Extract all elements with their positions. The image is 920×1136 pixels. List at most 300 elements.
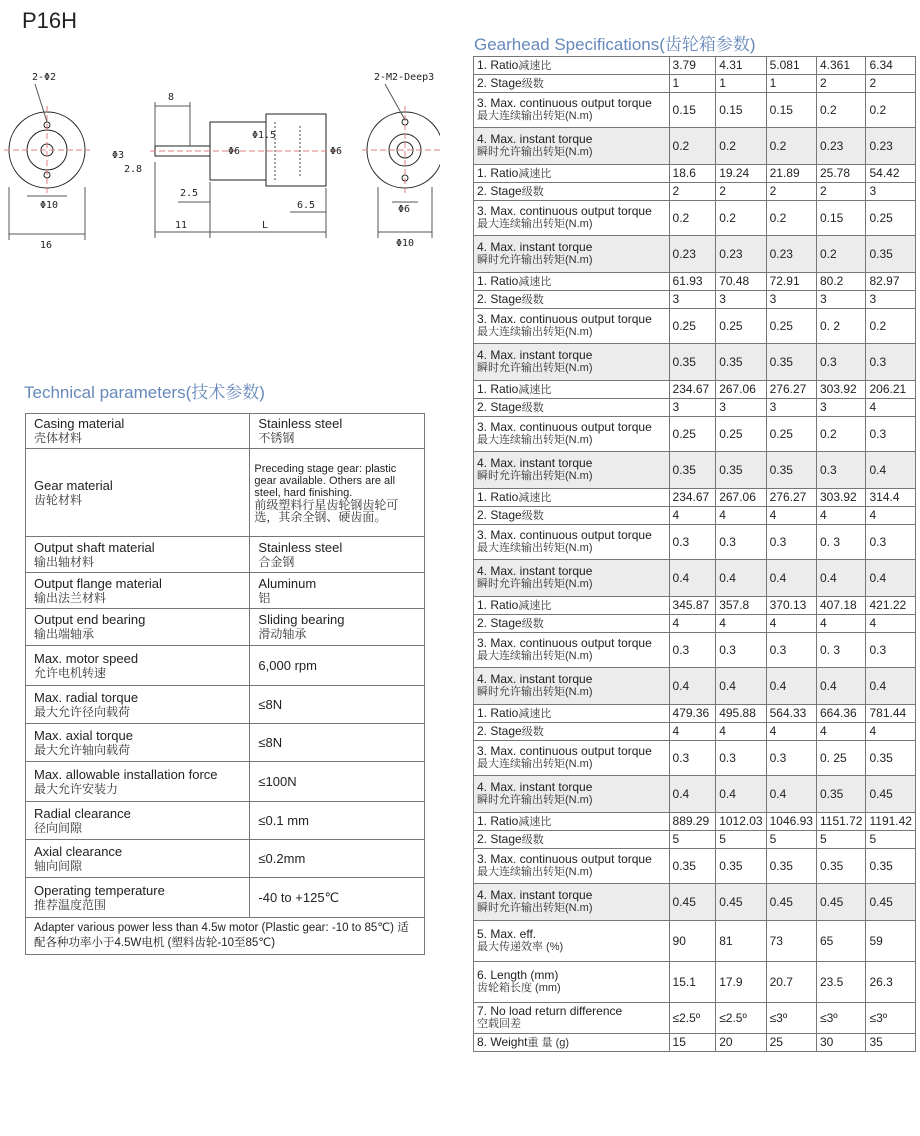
spec-label-en: 1. Ratio <box>477 597 519 612</box>
spec-label-en: 4. Max. instant torque <box>477 132 593 146</box>
spec-value: 1 <box>669 75 716 93</box>
spec-value: 0.3 <box>716 633 766 668</box>
tech-row <box>26 449 425 537</box>
spec-label <box>474 813 670 831</box>
spec-value: 4 <box>766 723 816 741</box>
spec-label-en: 2. Stage <box>477 399 522 414</box>
param-value-en: Stainless steel <box>258 416 343 431</box>
spec-value: 0.2 <box>866 93 916 128</box>
spec-label-cn: 级数 <box>521 77 544 90</box>
dim-label: Φ10 <box>40 200 59 211</box>
spec-label-en: 2. Stage <box>477 183 522 198</box>
spec-label <box>474 741 670 776</box>
param-name-cn: 输出端轴承 <box>34 627 95 641</box>
param-name-cn: 推荐温度范围 <box>34 897 107 912</box>
spec-value: 4 <box>669 507 716 525</box>
spec-value: 1046.93 <box>766 813 816 831</box>
spec-label-en: 3. Max. continuous output torque <box>477 204 652 218</box>
spec-label-cn: 级数 <box>521 725 544 738</box>
dim-label: 2.5 <box>180 188 199 199</box>
param-name-cn: 轴向间隙 <box>34 858 83 873</box>
spec-value: 3 <box>766 399 816 417</box>
spec-value: 81 <box>716 921 766 962</box>
spec-value: 3 <box>766 291 816 309</box>
spec-value: 0.25 <box>669 309 716 344</box>
spec-value: 4 <box>766 615 816 633</box>
spec-row <box>474 309 916 344</box>
tech-row <box>26 646 425 686</box>
spec-value: 3 <box>866 183 916 201</box>
spec-label-en: 2. Stage <box>477 75 522 90</box>
spec-label <box>474 183 670 201</box>
spec-value: 267.06 <box>716 381 766 399</box>
param-name-en: Output shaft material <box>34 539 155 555</box>
spec-value: 276.27 <box>766 489 816 507</box>
spec-value: 889.29 <box>669 813 716 831</box>
spec-value: 0.45 <box>866 884 916 921</box>
spec-value: 2 <box>766 183 816 201</box>
spec-value: 73 <box>766 921 816 962</box>
spec-value: 5 <box>669 831 716 849</box>
spec-value: 0.25 <box>669 417 716 452</box>
spec-value: ≤3º <box>866 1003 916 1034</box>
tech-param-name <box>26 878 250 918</box>
spec-row <box>474 615 916 633</box>
spec-value: 5 <box>816 831 866 849</box>
spec-label-cn: 级数 <box>521 401 544 414</box>
spec-value: 0.25 <box>866 201 916 236</box>
spec-value: 17.9 <box>716 962 766 1003</box>
spec-value: 0.3 <box>816 344 866 381</box>
spec-value: 5 <box>766 831 816 849</box>
spec-value: 0.35 <box>716 344 766 381</box>
tech-row <box>26 802 425 840</box>
spec-value: 564.33 <box>766 705 816 723</box>
dim-label: Φ6 <box>330 146 343 157</box>
spec-value: 0.15 <box>669 93 716 128</box>
spec-row <box>474 93 916 128</box>
param-value-en: ≤0.1 mm <box>258 813 309 828</box>
dim-label: L <box>262 220 269 231</box>
param-name-cn: 输出轴材料 <box>34 554 95 569</box>
spec-row <box>474 75 916 93</box>
spec-value: 25.78 <box>816 165 866 183</box>
spec-row <box>474 776 916 813</box>
spec-label-cn: 最大连续输出转矩(N.m) <box>477 542 593 554</box>
spec-label-cn: 瞬时允许输出转矩(N.m) <box>477 362 593 374</box>
spec-value: 664.36 <box>816 705 866 723</box>
spec-label <box>474 381 670 399</box>
param-value-en: -40 to +125℃ <box>258 890 340 905</box>
spec-value: 0.3 <box>669 633 716 668</box>
spec-label-cn: 减速比 <box>518 599 552 612</box>
spec-value: 495.88 <box>716 705 766 723</box>
param-name-en: Max. axial torque <box>34 727 133 743</box>
tech-param-value <box>250 762 425 802</box>
spec-row <box>474 597 916 615</box>
spec-value: 0.3 <box>816 452 866 489</box>
spec-value: 0. 3 <box>816 525 866 560</box>
spec-value: 4 <box>716 507 766 525</box>
spec-label-cn: 重 量 (g) <box>527 1036 570 1049</box>
spec-label-en: 4. Max. instant torque <box>477 456 593 470</box>
param-value-en: ≤8N <box>258 697 283 712</box>
spec-value: 0.45 <box>669 884 716 921</box>
spec-value: 0.2 <box>669 201 716 236</box>
spec-value: 65 <box>816 921 866 962</box>
spec-value: 0.3 <box>866 417 916 452</box>
spec-value: 0.3 <box>766 741 816 776</box>
spec-value: 0.25 <box>766 309 816 344</box>
spec-label <box>474 1003 670 1034</box>
spec-value: 18.6 <box>669 165 716 183</box>
spec-value: 0.2 <box>716 201 766 236</box>
spec-label-cn: 瞬时允许输出转矩(N.m) <box>477 902 593 914</box>
spec-label-en: 1. Ratio <box>477 165 519 180</box>
spec-value: 0.45 <box>766 884 816 921</box>
param-name-cn: 最大允许径向载荷 <box>34 704 131 719</box>
spec-label-cn: 瞬时允许输出转矩(N.m) <box>477 686 593 698</box>
spec-row <box>474 291 916 309</box>
tech-row <box>26 686 425 724</box>
spec-label <box>474 615 670 633</box>
tech-row <box>26 573 425 609</box>
spec-value: 2 <box>816 75 866 93</box>
spec-label <box>474 344 670 381</box>
spec-value: 15.1 <box>669 962 716 1003</box>
spec-value: 0.3 <box>766 525 816 560</box>
spec-label-cn: 级数 <box>521 509 544 522</box>
spec-value: 0.23 <box>866 128 916 165</box>
spec-label-en: 3. Max. continuous output torque <box>477 528 652 542</box>
spec-value: 82.97 <box>866 273 916 291</box>
spec-value: 303.92 <box>816 381 866 399</box>
dim-label: 2-Φ2 <box>32 72 57 83</box>
spec-value: 0.15 <box>816 201 866 236</box>
spec-label-en: 1. Ratio <box>477 489 519 504</box>
spec-value: 4 <box>866 615 916 633</box>
spec-value: 4 <box>669 723 716 741</box>
dim-label: Φ1.5 <box>252 130 277 141</box>
spec-value: 4 <box>866 507 916 525</box>
spec-label <box>474 560 670 597</box>
spec-value: 0.3 <box>716 741 766 776</box>
tech-row <box>26 762 425 802</box>
spec-value: 0.4 <box>816 560 866 597</box>
spec-value: ≤3º <box>766 1003 816 1034</box>
tech-param-name <box>26 609 250 646</box>
spec-value: 1012.03 <box>716 813 766 831</box>
spec-label-cn: 最大连续输出转矩(N.m) <box>477 218 593 230</box>
spec-label <box>474 291 670 309</box>
spec-label-en: 3. Max. continuous output torque <box>477 96 652 110</box>
spec-value: 479.36 <box>669 705 716 723</box>
param-name-en: Max. radial torque <box>34 689 139 705</box>
spec-value: 23.5 <box>816 962 866 1003</box>
param-name-en: Casing material <box>34 416 125 431</box>
spec-value: 0.4 <box>766 560 816 597</box>
spec-value: 0.4 <box>766 776 816 813</box>
spec-label-cn: 最大传递效率 (%) <box>477 941 564 953</box>
spec-label-en: 4. Max. instant torque <box>477 348 593 362</box>
spec-label-en: 1. Ratio <box>477 705 519 720</box>
spec-row <box>474 507 916 525</box>
spec-label <box>474 723 670 741</box>
param-name-cn: 壳体材料 <box>34 431 83 445</box>
dim-label: 8 <box>168 92 175 103</box>
spec-value: 0.35 <box>766 452 816 489</box>
spec-value: 0.4 <box>669 560 716 597</box>
spec-row <box>474 452 916 489</box>
spec-label-cn: 瞬时允许输出转矩(N.m) <box>477 578 593 590</box>
spec-value: 20.7 <box>766 962 816 1003</box>
front-view-drawing-icon <box>4 84 90 240</box>
spec-value: 6.34 <box>866 57 916 75</box>
spec-row <box>474 273 916 291</box>
spec-row <box>474 884 916 921</box>
spec-value: 70.48 <box>716 273 766 291</box>
spec-label <box>474 884 670 921</box>
spec-value: 90 <box>669 921 716 962</box>
spec-label-en: 7. No load return difference <box>477 1004 623 1018</box>
spec-value: 4 <box>669 615 716 633</box>
spec-value: 0.35 <box>866 741 916 776</box>
tech-param-name <box>26 449 250 537</box>
spec-value: ≤3º <box>816 1003 866 1034</box>
spec-label <box>474 417 670 452</box>
param-value-cn: 前级塑料行星齿轮钢齿轮可选，其余全钢、硬齿面。 <box>254 497 399 524</box>
param-name-cn: 最大允许安装力 <box>34 781 119 796</box>
tech-params-title: Technical parameters(技术参数) <box>24 383 265 402</box>
spec-value: 4 <box>716 723 766 741</box>
spec-value: 0.3 <box>669 525 716 560</box>
spec-row <box>474 741 916 776</box>
spec-value: 0.3 <box>866 344 916 381</box>
spec-value: 2 <box>866 75 916 93</box>
spec-label-cn: 级数 <box>521 185 544 198</box>
spec-label <box>474 236 670 273</box>
spec-value: 1191.42 <box>866 813 916 831</box>
spec-label-cn: 瞬时允许输出转矩(N.m) <box>477 470 593 482</box>
tech-param-value <box>250 449 425 537</box>
spec-label-en: 4. Max. instant torque <box>477 888 593 902</box>
spec-row <box>474 560 916 597</box>
tech-param-name <box>26 840 250 878</box>
spec-label-en: 3. Max. continuous output torque <box>477 420 652 434</box>
spec-label-cn: 空载回差 <box>477 1018 521 1030</box>
spec-label-en: 8. Weight <box>477 1034 528 1049</box>
spec-label <box>474 705 670 723</box>
spec-label-cn: 级数 <box>521 617 544 630</box>
spec-value: 2 <box>716 183 766 201</box>
param-value-cn: 合金钢 <box>258 554 295 569</box>
spec-value: 5 <box>866 831 916 849</box>
param-value-en: Sliding bearing <box>258 612 345 627</box>
spec-row <box>474 1003 916 1034</box>
spec-value: 206.21 <box>866 381 916 399</box>
param-value-cn: 滑动轴承 <box>258 627 307 641</box>
tech-note-row <box>26 918 425 955</box>
spec-value: 4 <box>816 507 866 525</box>
tech-param-value <box>250 414 425 449</box>
spec-row <box>474 201 916 236</box>
spec-row <box>474 525 916 560</box>
spec-label <box>474 399 670 417</box>
spec-value: 3 <box>669 399 716 417</box>
param-name-en: Max. motor speed <box>34 650 139 666</box>
spec-value: 0.3 <box>866 525 916 560</box>
tech-param-value <box>250 878 425 918</box>
spec-label-cn: 减速比 <box>518 707 552 720</box>
spec-value: 0.2 <box>669 128 716 165</box>
spec-value: 0.25 <box>716 309 766 344</box>
spec-label-cn: 最大连续输出转矩(N.m) <box>477 326 593 338</box>
spec-value: 72.91 <box>766 273 816 291</box>
spec-row <box>474 849 916 884</box>
spec-value: ≤2.5º <box>669 1003 716 1034</box>
spec-label-cn: 瞬时允许输出转矩(N.m) <box>477 794 593 806</box>
spec-value: 3 <box>816 399 866 417</box>
param-name-en: Output end bearing <box>34 612 146 627</box>
spec-value: 0.4 <box>716 776 766 813</box>
spec-value: 0.45 <box>866 776 916 813</box>
spec-label <box>474 633 670 668</box>
spec-value: 0.35 <box>866 849 916 884</box>
tech-row <box>26 414 425 449</box>
spec-value: 0.4 <box>816 668 866 705</box>
spec-value: 0.35 <box>866 236 916 273</box>
spec-value: 0.4 <box>866 668 916 705</box>
param-value-en: 6,000 rpm <box>258 658 317 673</box>
spec-value: 0.35 <box>766 849 816 884</box>
spec-value: 0.25 <box>766 417 816 452</box>
spec-label-cn: 最大连续输出转矩(N.m) <box>477 758 593 770</box>
spec-value: 781.44 <box>866 705 916 723</box>
spec-value: 0.35 <box>669 849 716 884</box>
spec-value: 1151.72 <box>816 813 866 831</box>
spec-label-cn: 减速比 <box>518 59 552 72</box>
spec-row <box>474 165 916 183</box>
spec-label <box>474 525 670 560</box>
spec-value: 0.4 <box>866 452 916 489</box>
spec-row <box>474 417 916 452</box>
spec-value: 0.35 <box>716 452 766 489</box>
spec-row <box>474 831 916 849</box>
spec-value: 4.361 <box>816 57 866 75</box>
spec-row <box>474 128 916 165</box>
spec-row <box>474 1034 916 1052</box>
spec-label-en: 1. Ratio <box>477 813 519 828</box>
dimension-drawing <box>0 62 440 252</box>
tech-param-value <box>250 537 425 573</box>
tech-param-value <box>250 573 425 609</box>
spec-label-en: 3. Max. continuous output torque <box>477 312 652 326</box>
spec-value: 0.4 <box>766 668 816 705</box>
spec-value: 0.23 <box>716 236 766 273</box>
dim-label: Φ6 <box>398 204 411 215</box>
spec-label-en: 4. Max. instant torque <box>477 240 593 254</box>
dim-label: 11 <box>175 220 188 231</box>
spec-value: 0.4 <box>866 560 916 597</box>
spec-value: 4 <box>866 723 916 741</box>
page-title: P16H <box>22 8 78 33</box>
dimension-drawing-svg <box>0 62 440 252</box>
tech-param-value <box>250 686 425 724</box>
param-name-cn: 最大允许轴向载荷 <box>34 742 131 757</box>
param-name-cn: 允许电机转速 <box>34 665 107 680</box>
tech-param-name <box>26 802 250 840</box>
spec-value: 0.25 <box>716 417 766 452</box>
param-name-en: Max. allowable installation force <box>34 766 218 782</box>
spec-value: 421.22 <box>866 597 916 615</box>
param-name-cn: 输出法兰材料 <box>34 590 107 605</box>
spec-label <box>474 93 670 128</box>
spec-label-cn: 齿轮箱长度 (mm) <box>477 982 561 994</box>
param-name-en: Output flange material <box>34 575 162 591</box>
param-name-cn: 齿轮材料 <box>34 492 83 507</box>
spec-label <box>474 776 670 813</box>
spec-value: 0.35 <box>766 344 816 381</box>
spec-value: 80.2 <box>816 273 866 291</box>
spec-value: 0.2 <box>716 128 766 165</box>
spec-value: 0.4 <box>716 668 766 705</box>
spec-label-en: 1. Ratio <box>477 57 519 72</box>
param-value-en: ≤100N <box>258 774 297 789</box>
spec-value: 2 <box>816 183 866 201</box>
spec-row <box>474 236 916 273</box>
spec-label-en: 3. Max. continuous output torque <box>477 636 652 650</box>
spec-value: 35 <box>866 1034 916 1052</box>
spec-row <box>474 381 916 399</box>
param-name-en: Axial clearance <box>34 843 123 859</box>
spec-value: 303.92 <box>816 489 866 507</box>
dim-label: Φ6 <box>228 146 241 157</box>
spec-value: 0.23 <box>816 128 866 165</box>
spec-label-cn: 减速比 <box>518 383 552 396</box>
spec-value: 0.35 <box>716 849 766 884</box>
spec-value: 0.23 <box>766 236 816 273</box>
tech-param-name <box>26 573 250 609</box>
dim-label: 16 <box>40 240 53 251</box>
tech-row <box>26 878 425 918</box>
tech-row <box>26 840 425 878</box>
spec-value: 0. 25 <box>816 741 866 776</box>
spec-value: 4 <box>866 399 916 417</box>
spec-value: 4 <box>766 507 816 525</box>
spec-value: 59 <box>866 921 916 962</box>
spec-label-cn: 最大连续输出转矩(N.m) <box>477 866 593 878</box>
spec-label-en: 2. Stage <box>477 291 522 306</box>
spec-row <box>474 399 916 417</box>
spec-label-en: 3. Max. continuous output torque <box>477 852 652 866</box>
tech-row <box>26 609 425 646</box>
spec-row <box>474 57 916 75</box>
spec-value: 0.4 <box>669 776 716 813</box>
param-value-cn: 铝 <box>258 590 271 605</box>
spec-label-cn: 瞬时允许输出转矩(N.m) <box>477 146 593 158</box>
spec-label <box>474 201 670 236</box>
spec-value: 267.06 <box>716 489 766 507</box>
tech-param-name <box>26 646 250 686</box>
spec-value: 61.93 <box>669 273 716 291</box>
spec-value: 15 <box>669 1034 716 1052</box>
spec-label <box>474 452 670 489</box>
spec-value: 0.4 <box>669 668 716 705</box>
spec-value: 30 <box>816 1034 866 1052</box>
param-value-cn: 不锈钢 <box>258 431 295 445</box>
spec-label <box>474 962 670 1003</box>
spec-label <box>474 57 670 75</box>
